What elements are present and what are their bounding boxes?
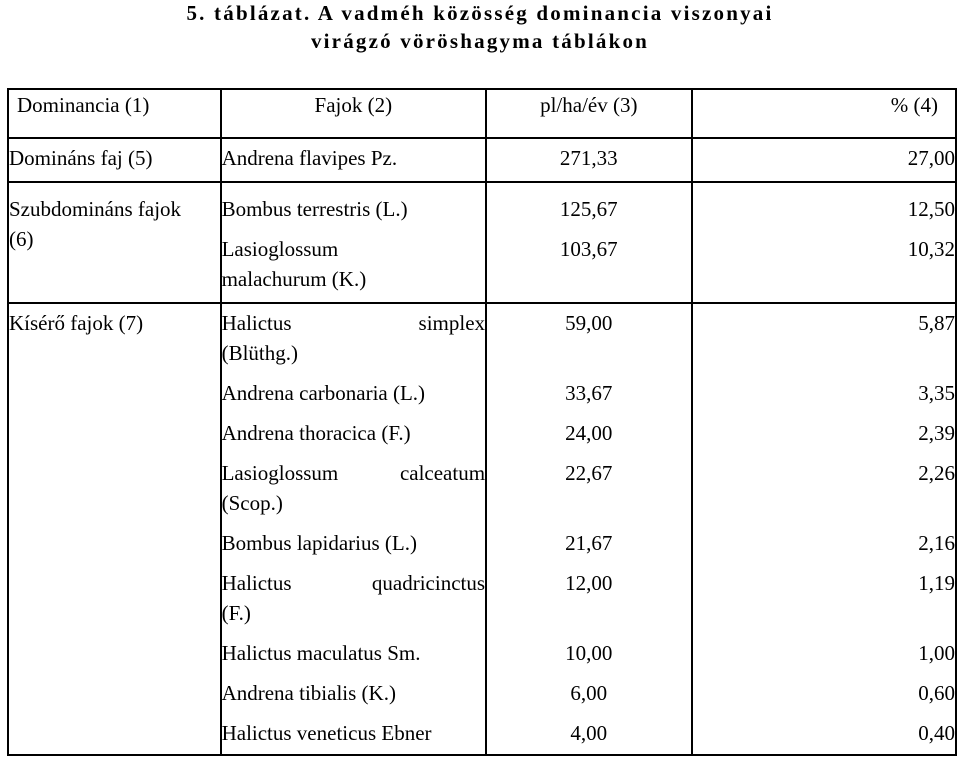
plha-value: 21,67 — [565, 531, 613, 555]
plha-cell — [486, 303, 691, 755]
species-genus: Halictus — [221, 311, 292, 335]
table-row — [8, 138, 956, 182]
percent-value: 12,50 — [907, 197, 955, 221]
header-percent: % (4) — [692, 89, 957, 138]
percent-value: 1,00 — [918, 641, 955, 665]
dominance-table — [7, 88, 957, 756]
species-genus: Lasioglossum — [221, 461, 339, 485]
plha-value: 10,00 — [565, 641, 613, 665]
species-name: Andrena thoracica (F.) — [221, 421, 411, 445]
caption-line-2: virágzó vöröshagyma táblákon — [310, 29, 650, 53]
species-name: Halictus veneticus Ebner — [221, 721, 432, 745]
plha-value: 33,67 — [565, 381, 613, 405]
plha-cell: 271,33 — [486, 138, 691, 182]
header-plha: pl/ha/év (3) — [486, 89, 691, 138]
species-author: (F.) — [221, 601, 251, 625]
species-author: (Scop.) — [221, 491, 283, 515]
species-name: Andrena tibialis (K.) — [221, 681, 396, 705]
species-cell — [221, 303, 486, 755]
percent-value: 3,35 — [918, 381, 955, 405]
species-entry — [222, 308, 485, 378]
header-species: Fajok (2) — [221, 89, 486, 138]
plha-value: 24,00 — [565, 421, 613, 445]
species-name: Bombus terrestris (L.) — [221, 197, 408, 221]
percent-value: 5,87 — [918, 311, 955, 335]
percent-value: 10,32 — [907, 237, 955, 261]
species-epithet: quadricinctus — [371, 571, 486, 595]
species-entry — [222, 568, 485, 638]
species-cell — [221, 182, 486, 303]
percent-value: 2,26 — [918, 461, 955, 485]
percent-value: 2,16 — [918, 531, 955, 555]
header-row — [8, 89, 956, 138]
caption-line-1: 5. táblázat. A vadméh közösség dominancia viszonyai — [186, 1, 774, 25]
plha-cell — [486, 182, 691, 303]
header-dominance: Dominancia (1) — [8, 89, 221, 138]
percent-value: 0,40 — [918, 721, 955, 745]
percent-cell — [692, 182, 957, 303]
species-name: Bombus lapidarius (L.) — [221, 531, 417, 555]
percent-cell — [692, 303, 957, 755]
category-dominant: Domináns faj (5) — [8, 138, 221, 182]
species-name: Andrena carbonaria (L.) — [221, 381, 426, 405]
plha-value: 59,00 — [565, 311, 613, 335]
plha-value: 103,67 — [559, 237, 618, 261]
plha-value: 125,67 — [559, 197, 618, 221]
percent-cell: 27,00 — [692, 138, 957, 182]
species-epithet: simplex — [418, 311, 486, 335]
plha-value: 4,00 — [570, 721, 608, 745]
species-name: Halictus maculatus Sm. — [221, 641, 421, 665]
species-author: (Blüthg.) — [221, 341, 298, 365]
plha-value: 12,00 — [565, 571, 613, 595]
table-row — [8, 182, 956, 303]
percent-value: 1,19 — [918, 571, 955, 595]
species-epithet: calceatum — [399, 461, 486, 485]
percent-value: 0,60 — [918, 681, 955, 705]
percent-value: 2,39 — [918, 421, 955, 445]
table-row — [8, 303, 956, 755]
species-name: Lasioglossum malachurum (K.) — [221, 237, 367, 291]
species-cell: Andrena flavipes Pz. — [221, 138, 486, 182]
category-accompanying: Kísérő fajok (7) — [8, 303, 221, 755]
category-subdominant: Szubdomináns fajok (6) — [8, 182, 221, 303]
plha-value: 22,67 — [565, 461, 613, 485]
plha-value: 6,00 — [570, 681, 608, 705]
species-entry — [222, 458, 485, 528]
species-genus: Halictus — [221, 571, 292, 595]
